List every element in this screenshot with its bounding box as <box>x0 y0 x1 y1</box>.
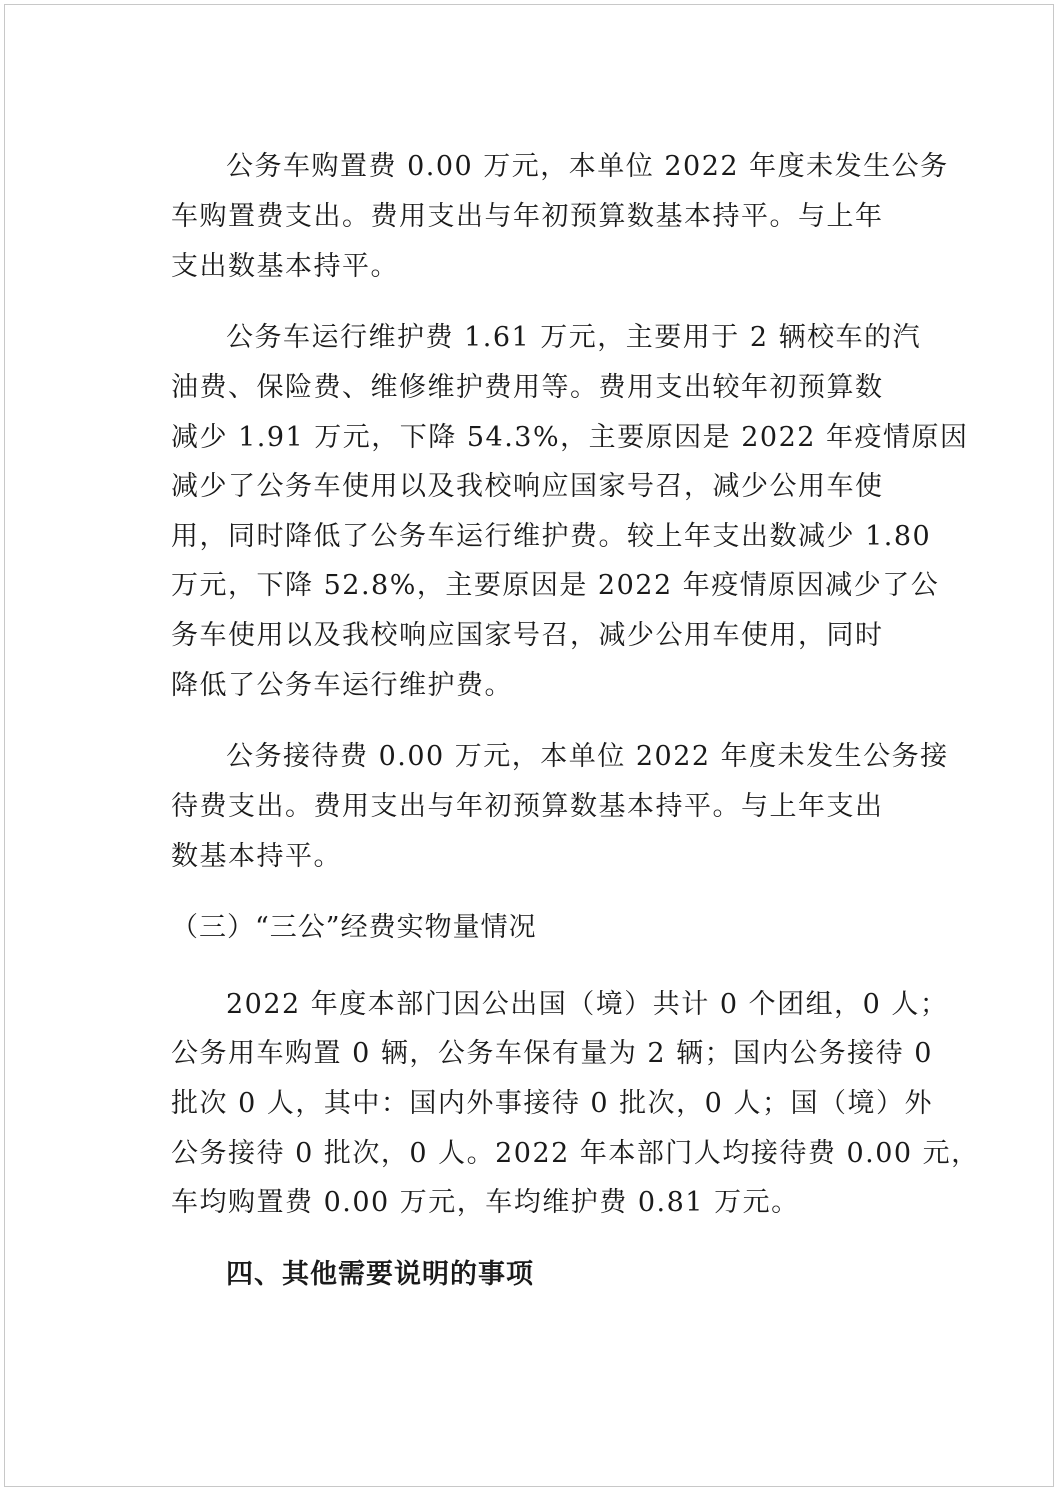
paragraph-line: 车购置费支出。费用支出与年初预算数基本持平。与上年 <box>171 201 884 232</box>
paragraph-line: 油费、保险费、维修维护费用等。费用支出较年初预算数 <box>171 372 884 403</box>
paragraph-line: 数基本持平。 <box>171 841 342 872</box>
paragraph-line: 公务车购置费 0.00 万元，本单位 2022 年度未发生公务 <box>226 151 949 182</box>
paragraph-line: 待费支出。费用支出与年初预算数基本持平。与上年支出 <box>171 791 884 822</box>
paragraph-line: 务车使用以及我校响应国家号召，减少公用车使用，同时 <box>171 620 884 651</box>
paragraph-line: 降低了公务车运行维护费。 <box>171 670 513 701</box>
paragraph-line: 2022 年度本部门因公出国（境）共计 0 个团组，0 人； <box>226 989 949 1020</box>
paragraph-line: 公务接待 0 批次，0 人。2022 年本部门人均接待费 0.00 元， <box>171 1138 980 1169</box>
paragraph-line: 用，同时降低了公务车运行维护费。较上年支出数减少 1.80 <box>171 521 932 552</box>
paragraph-line: 公务用车购置 0 辆，公务车保有量为 2 辆；国内公务接待 0 <box>171 1038 933 1069</box>
paragraph-line: 公务车运行维护费 1.61 万元，主要用于 2 辆校车的汽 <box>226 322 922 353</box>
section-heading: 四、其他需要说明的事项 <box>226 1259 534 1290</box>
paragraph-line: 减少 1.91 万元，下降 54.3%，主要原因是 2022 年疫情原因 <box>171 422 969 453</box>
document-page <box>4 4 1054 1487</box>
paragraph-line: 车均购置费 0.00 万元，车均维护费 0.81 万元。 <box>171 1187 800 1218</box>
paragraph-line: 批次 0 人，其中：国内外事接待 0 批次，0 人；国（境）外 <box>171 1088 933 1119</box>
paragraph-line: 万元，下降 52.8%，主要原因是 2022 年疫情原因减少了公 <box>171 570 940 601</box>
section-heading: （三）“三公”经费实物量情况 <box>171 912 537 943</box>
paragraph-line: 公务接待费 0.00 万元，本单位 2022 年度未发生公务接 <box>226 741 949 772</box>
paragraph-line: 支出数基本持平。 <box>171 251 399 282</box>
paragraph-line: 减少了公务车使用以及我校响应国家号召，减少公用车使 <box>171 471 884 502</box>
